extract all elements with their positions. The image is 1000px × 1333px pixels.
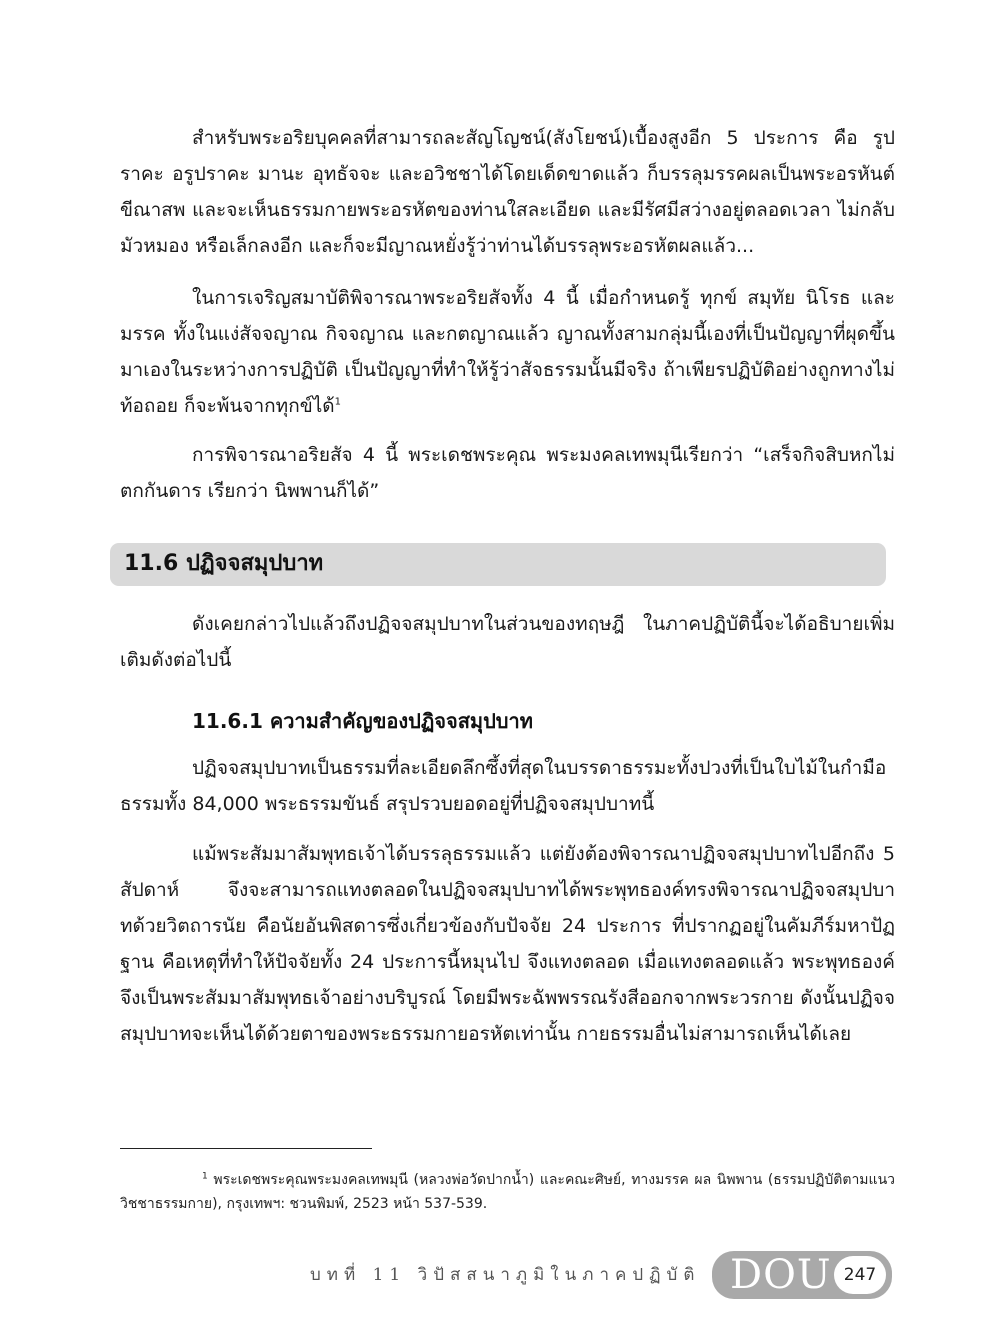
section-heading-bar	[110, 543, 886, 586]
paragraph-importance: ปฏิจจสมุปบาทเป็นธรรมที่ละเอียดลึกซึ้งที่สุดในบรรดาธรรมะทั้งปวงที่เป็นใบไม้ในกำมือ ธรรมทั้ง 84,000 พระธรรมขันธ์ สรุปรวบยอดอยู่ที่ปฏิจจสมุปบาทนี้	[120, 757, 887, 815]
footnote-divider	[120, 1148, 372, 1149]
subsection-title: 11.6.1 ความสำคัญของปฏิจจสมุปบาท	[192, 709, 533, 733]
paragraph-four-noble-truths-text: ในการเจริญสมาบัติพิจารณาพระอริยสัจทั้ง 4 นี้ เมื่อกำหนดรู้ ทุกข์ สมุทัย นิโรธ และมรรค ทั้งในแง่สัจจญาณ กิจจญาณ และกตญาณแล้ว ญาณทั้งสามกลุ่มนี้เองที่เป็นปัญญาที่ผุดขึ้นมาเองในระหว่างการปฏิบัติ เป็นปัญญาที่ทำให้รู้ว่าสัจธรรมนั้นมีจริง ถ้าเพียรปฏิบัติอย่างถูกทางไม่ท้อถอย ก็จะพ้นจากทุกข์ได้	[120, 287, 895, 417]
section-intro-paragraph: ดังเคยกล่าวไปแล้วถึงปฏิจจสมุปบาทในส่วนของทฤษฎี ในภาคปฏิบัตินี้จะได้อธิบายเพิ่มเติมดังต่อไปนี้	[120, 613, 895, 671]
section-title: 11.6 ปฏิจจสมุปบาท	[124, 551, 324, 576]
paragraph-four-noble-truths	[120, 280, 895, 424]
paragraph-buddha-contemplation: แม้พระสัมมาสัมพุทธเจ้าได้บรรลุธรรมแล้ว แต่ยังต้องพิจารณาปฏิจจสมุปบาทไปอีกถึง 5 สัปดาห์ จึงจะสามารถแทงตลอดในปฏิจจสมุปบาทได้พระพุทธองค์ทรงพิจารณาปฏิจจสมุปบาทด้วยวิตถารนัย คือนัยอันพิสดารซึ่งเกี่ยวข้องกับปัจจัย 24 ประการ ที่ปรากฏอยู่ในคัมภีร์มหาปัฏฐาน คือเหตุที่ทำให้ปัจจัยทั้ง 24 ประการนี้หมุนไป จึงแทงตลอด เมื่อแทงตลอดแล้ว พระพุทธองค์จึงเป็นพระสัมมาสัมพุทธเจ้าอย่างบริบูรณ์ โดยมีพระฉัพพรรณรังสีออกจากพระวรกาย ดังนั้นปฏิจจสมุปบาทจะเห็นได้ด้วยตาของพระธรรมกายอรหัตเท่านั้น กายธรรมอื่นไม่สามารถเห็นได้เลย	[120, 843, 895, 1045]
footnote-number: 1	[202, 1171, 208, 1182]
dou-logo: DOU	[730, 1252, 832, 1298]
footnote	[120, 1168, 895, 1216]
running-footer-chapter-title: บทที่ 11 วิปัสสนาภูมิในภาคปฏิบัติ	[310, 1265, 701, 1285]
footnote-reference: 1	[334, 396, 341, 408]
page-number: 247	[834, 1256, 886, 1294]
page-badge	[712, 1251, 892, 1299]
footnote-text: พระเดชพระคุณพระมงคลเทพมุนี (หลวงพ่อวัดปากน้ำ) และคณะศิษย์, ทางมรรค ผล นิพพาน (ธรรมปฏิบัติตามแนววิชชาธรรมกาย), กรุงเทพฯ: ชวนพิมพ์, 2523 หน้า 537-539.	[120, 1172, 895, 1212]
paragraph-contemplation: การพิจารณาอริยสัจ 4 นี้ พระเดชพระคุณ พระมงคลเทพมุนีเรียกว่า “เสร็จกิจสิบหกไม่ตกกันดาร เรียกว่า นิพพานก็ได้”	[120, 444, 895, 502]
paragraph-arahant: สำหรับพระอริยบุคคลที่สามารถละสัญโญชน์(สังโยชน์)เบื้องสูงอีก 5 ประการ คือ รูปราคะ อรูปราคะ มานะ อุทธัจจะ และอวิชชาได้โดยเด็ดขาดแล้ว ก็บรรลุมรรคผลเป็นพระอรหันต์ขีณาสพ และจะเห็นธรรมกายพระอรหัตของท่านใสละเอียด และมีรัศมีสว่างอยู่ตลอดเวลา ไม่กลับมัวหมอง หรือเล็กลงอีก และก็จะมีญาณหยั่งรู้ว่าท่านได้บรรลุพระอรหัตผลแล้ว...	[120, 127, 895, 257]
